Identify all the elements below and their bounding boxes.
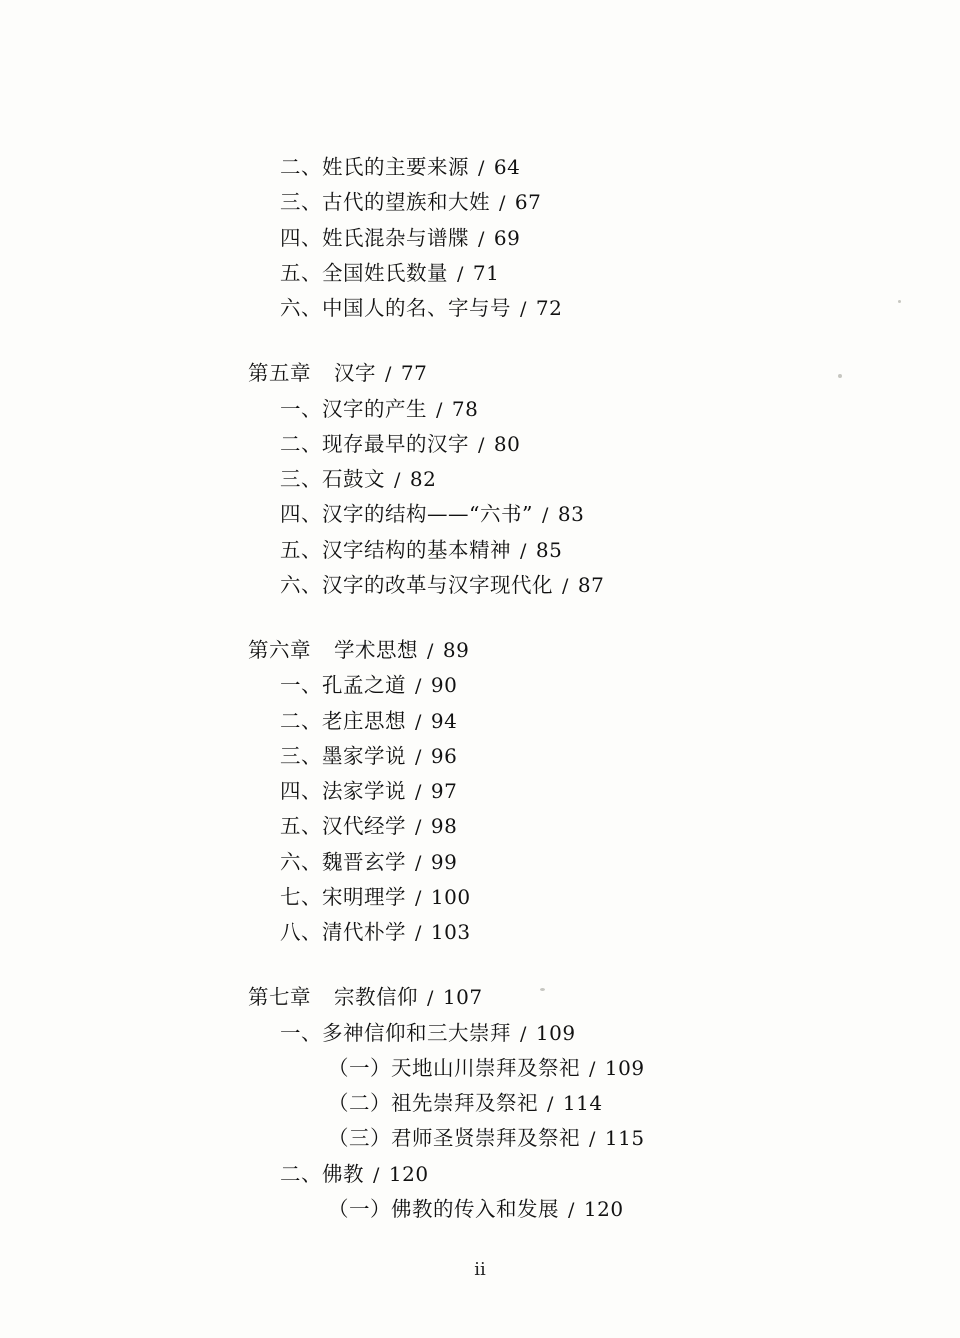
toc-entry-label: （二）祖先崇拜及祭祀 — [328, 1091, 538, 1115]
toc-page-number: 67 — [514, 190, 542, 215]
toc-page-number: 98 — [430, 814, 458, 839]
toc-entry-label: 一、多神信仰和三大崇拜 — [280, 1020, 511, 1045]
toc-separator: / — [562, 574, 569, 597]
toc-entry[interactable] — [90, 150, 870, 185]
toc-separator: / — [499, 192, 506, 215]
toc-separator: / — [520, 539, 527, 562]
toc-page-number: 69 — [493, 225, 521, 250]
toc-entry-label: 五、汉字结构的基本精神 — [280, 537, 511, 562]
toc-separator: / — [415, 710, 422, 733]
toc-entry[interactable] — [90, 668, 870, 703]
toc-page-number: 82 — [409, 467, 437, 491]
toc-chapter-entry[interactable] — [90, 980, 870, 1015]
toc-separator: / — [373, 1163, 380, 1186]
toc-entry-label: 三、石鼓文 — [280, 467, 385, 491]
toc-entry-label: （一）佛教的传入和发展 — [328, 1196, 559, 1221]
toc-entry[interactable] — [90, 1157, 870, 1192]
toc-separator: / — [415, 922, 422, 944]
toc-page-number: 120 — [388, 1161, 429, 1186]
toc-entry-label: 三、古代的望族和大姓 — [280, 190, 490, 215]
toc-separator: / — [478, 157, 485, 179]
toc-entry-label: 二、佛教 — [280, 1161, 364, 1186]
toc-separator: / — [385, 363, 392, 386]
toc-entry[interactable] — [90, 1086, 870, 1121]
toc-group — [90, 633, 870, 950]
toc-separator: / — [415, 816, 422, 839]
toc-entry[interactable] — [90, 1121, 870, 1156]
toc-separator: / — [478, 227, 485, 250]
toc-entry-label: 一、孔孟之道 — [280, 673, 406, 698]
toc-entry[interactable] — [90, 809, 870, 844]
toc-chapter-entry[interactable] — [90, 356, 870, 391]
toc-page-number: 109 — [604, 1055, 645, 1080]
toc-page-number: 94 — [430, 708, 458, 733]
toc-page-number: 120 — [583, 1196, 624, 1221]
toc-entry[interactable] — [90, 462, 870, 497]
page-folio: ii — [474, 1259, 486, 1280]
toc-entry-label: （一）天地山川崇拜及祭祀 — [328, 1055, 580, 1080]
toc-entry[interactable] — [90, 845, 870, 880]
scan-speck — [898, 300, 901, 303]
toc-entry-label: 三、墨家学说 — [280, 743, 406, 768]
toc-entry-label: 学术思想 — [334, 638, 418, 662]
toc-separator: / — [568, 1198, 575, 1221]
toc-group — [90, 150, 870, 326]
toc-separator: / — [415, 675, 422, 698]
toc-separator: / — [589, 1057, 596, 1080]
toc-page-number: 103 — [430, 920, 471, 944]
toc-entry[interactable] — [90, 291, 870, 326]
toc-page-number: 72 — [535, 296, 563, 320]
toc-page-number: 80 — [493, 431, 521, 456]
toc-chapter-number: 第七章 — [248, 985, 311, 1010]
toc-entry[interactable] — [90, 533, 870, 568]
toc-separator: / — [478, 433, 485, 456]
toc-entry-label: 七、宋明理学 — [280, 884, 406, 909]
toc-entry[interactable] — [90, 427, 870, 462]
toc-entry-label: 二、姓氏的主要来源 — [280, 155, 469, 179]
toc-chapter-number: 第五章 — [248, 361, 311, 386]
toc-separator: / — [427, 987, 434, 1010]
toc-entry[interactable] — [90, 1192, 870, 1227]
toc-separator: / — [415, 851, 422, 874]
toc-entry-label: 六、汉字的改革与汉字现代化 — [280, 572, 553, 597]
toc-separator: / — [457, 262, 464, 285]
toc-separator: / — [541, 504, 549, 527]
toc-entry-label: 二、老庄思想 — [280, 708, 406, 733]
toc-separator: / — [415, 745, 422, 768]
toc-group — [90, 980, 870, 1227]
toc-page-number: 96 — [430, 743, 458, 768]
toc-entry[interactable] — [90, 221, 870, 256]
toc-entry-label: 四、法家学说 — [280, 779, 406, 803]
toc-entry-label: 宗教信仰 — [334, 985, 418, 1010]
toc-entry-label: 八、清代朴学 — [280, 920, 406, 944]
toc-page-number: 114 — [562, 1091, 603, 1115]
toc-entry[interactable] — [90, 739, 870, 774]
toc-page-number: 77 — [400, 361, 428, 386]
toc-entry-label: 六、魏晋玄学 — [280, 849, 406, 874]
toc-entry-label: 二、现存最早的汉字 — [280, 431, 469, 456]
toc-entry[interactable] — [90, 256, 870, 291]
toc-chapter-number: 第六章 — [248, 638, 311, 662]
toc-entry-label: （三）君师圣贤崇拜及祭祀 — [328, 1126, 580, 1151]
toc-entry-label: 五、汉代经学 — [280, 814, 406, 839]
toc-page-number: 97 — [430, 779, 458, 803]
toc-page-number: 83 — [557, 502, 585, 527]
toc-page-number: 107 — [442, 985, 483, 1010]
toc-entry[interactable] — [90, 880, 870, 915]
toc-separator: / — [415, 781, 422, 803]
toc-separator: / — [415, 886, 422, 909]
toc-separator: / — [547, 1093, 554, 1115]
toc-page-number: 100 — [430, 884, 471, 909]
toc-entry-label: 六、中国人的名、字与号 — [280, 296, 511, 320]
toc-separator: / — [520, 1022, 527, 1045]
toc-separator: / — [427, 640, 434, 662]
toc-entry-label: 四、姓氏混杂与谱牒 — [280, 225, 469, 250]
table-of-contents — [90, 150, 870, 1227]
toc-page-number: 71 — [472, 260, 500, 285]
toc-entry-label: 四、汉字的结构——“六书” — [280, 502, 533, 527]
scan-speck — [540, 988, 545, 991]
toc-page-number: 99 — [430, 849, 458, 874]
toc-entry[interactable] — [90, 1016, 870, 1051]
toc-page-number: 89 — [442, 638, 470, 662]
toc-separator: / — [394, 469, 401, 491]
toc-entry[interactable] — [90, 185, 870, 220]
toc-page-number: 115 — [604, 1126, 645, 1151]
toc-page-number: 90 — [430, 673, 458, 698]
toc-entry[interactable] — [90, 568, 870, 603]
toc-group — [90, 356, 870, 603]
toc-entry-label: 汉字 — [334, 361, 376, 386]
toc-separator: / — [436, 398, 443, 421]
toc-separator: / — [520, 298, 527, 320]
toc-page-number: 78 — [451, 396, 479, 421]
toc-separator: / — [589, 1128, 596, 1151]
toc-entry[interactable] — [90, 915, 870, 950]
toc-entry-label: 一、汉字的产生 — [280, 396, 427, 421]
toc-entry[interactable] — [90, 392, 870, 427]
toc-page-number: 85 — [535, 537, 563, 562]
toc-page-number: 64 — [493, 155, 521, 179]
toc-entry[interactable] — [90, 704, 870, 739]
toc-entry-label: 五、全国姓氏数量 — [280, 260, 448, 285]
scan-speck — [838, 374, 842, 378]
toc-entry[interactable] — [90, 497, 870, 532]
toc-page-number: 87 — [577, 572, 605, 597]
toc-entry[interactable] — [90, 774, 870, 809]
toc-chapter-entry[interactable] — [90, 633, 870, 668]
toc-entry[interactable] — [90, 1051, 870, 1086]
toc-page-number: 109 — [535, 1020, 576, 1045]
